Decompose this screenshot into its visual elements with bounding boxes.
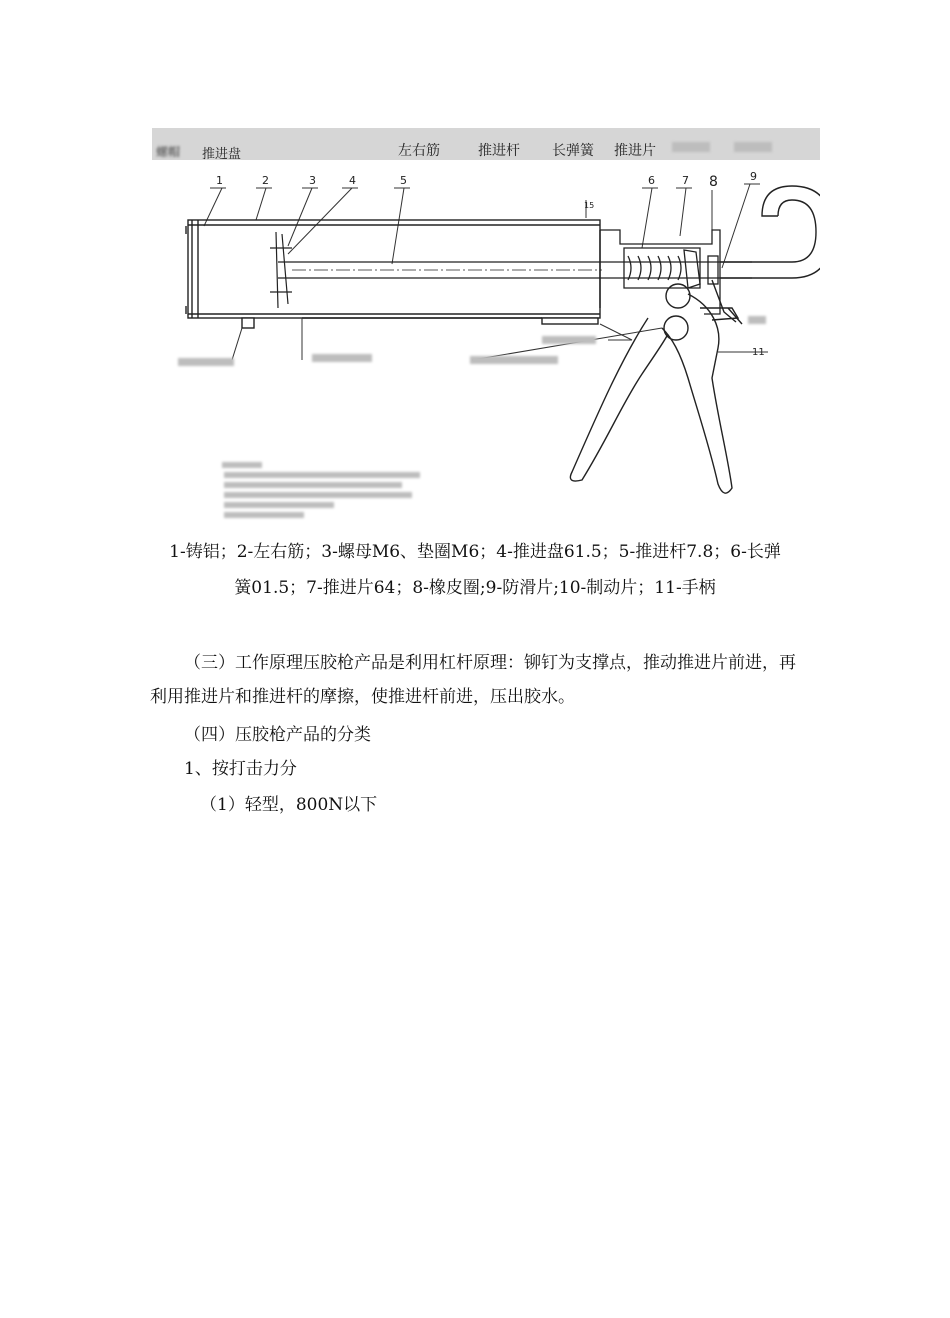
barrel-frame	[186, 220, 600, 328]
part-number-5: 5	[400, 174, 407, 187]
diagram-svg	[152, 128, 820, 528]
classification-item-1-1: （1）轻型，800N以下	[200, 795, 378, 815]
principle-paragraph: （三）工作原理压胶枪产品是利用杠杆原理：铆钉为支撑点，推动推进片前进，再利用推进片和推进杆的摩擦，使推进杆前进，压出胶水。	[150, 653, 796, 707]
blurred-label	[734, 142, 772, 152]
label-tuijinpan: 推进盘	[202, 147, 242, 162]
part-number-7: 7	[682, 174, 689, 187]
classification-item-1: 1、按打击力分	[184, 759, 297, 779]
part-number-1: 1	[216, 174, 223, 187]
handle	[570, 280, 742, 493]
label-luomao: 螺帽	[156, 145, 181, 159]
dimension-label: 15	[584, 201, 595, 210]
part-number-6: 6	[648, 174, 655, 187]
spring-housing	[600, 230, 720, 314]
classification-title: （四）压胶枪产品的分类	[184, 725, 371, 745]
blurred-label	[672, 142, 710, 152]
figure-caption-line2: 簧01.5；7-推进片64；8-橡皮圈;9-防滑片;10-制动片；11-手柄	[234, 578, 716, 598]
part-number-8: 8	[709, 174, 718, 190]
part-number-3: 3	[309, 174, 316, 187]
hook-outer	[720, 186, 820, 278]
part-number-2: 2	[262, 174, 269, 187]
label-changtanhuang: 长弹簧	[552, 143, 594, 159]
part-number-11: 11	[752, 347, 765, 358]
figure-caption-line1: 1-铸铝；2-左右筋；3-螺母M6、垫圈M6；4-推进盘61.5；5-推进杆7.8；6-长弹	[169, 542, 781, 562]
label-zuoyoujin: 左右筋	[398, 143, 440, 159]
part-number-4: 4	[349, 174, 356, 187]
part-number-9: 9	[750, 170, 757, 183]
label-tuijinpian: 推进片	[614, 143, 656, 159]
caulking-gun-diagram	[152, 128, 820, 528]
label-tuijingan: 推进杆	[478, 143, 520, 159]
